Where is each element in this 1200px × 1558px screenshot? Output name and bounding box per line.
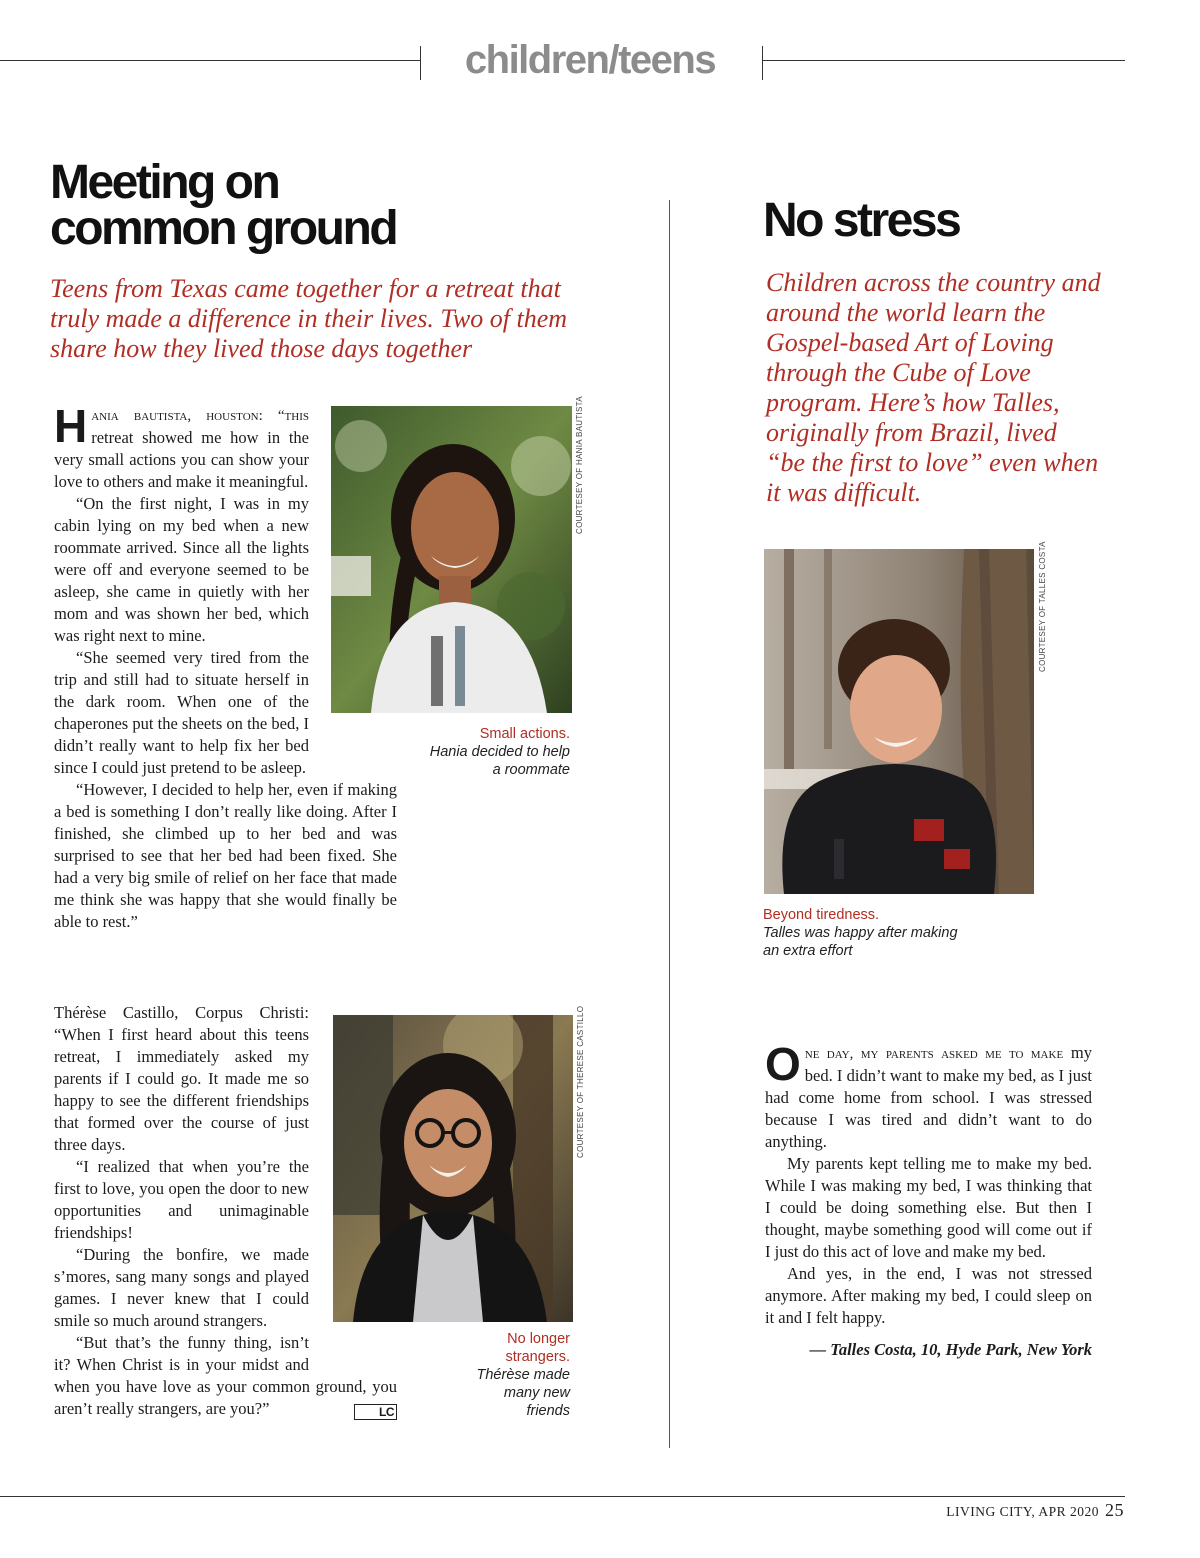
header-tick-left	[420, 46, 421, 80]
lc-end-mark: LC	[354, 1404, 397, 1420]
therese-photo-image	[333, 1015, 573, 1322]
hania-caption-head: Small actions.	[479, 726, 570, 742]
talles-photo-image	[764, 549, 1034, 894]
therese-paragraph-4-text: “But that’s the funny thing, isn’t it? When Christ is in your midst and when you have love as your common ground, you aren’t really strangers, are you?”	[54, 1333, 397, 1418]
left-deck: Teens from Texas came together for a retreat that truly made a difference in their lives. Two of them share how they lived those days together	[50, 274, 568, 363]
talles-lead-rest: my bed. I didn’t want to make my bed, as I just had come home from school. I was stressed because I was tired and didn’t want to do anything.	[765, 1043, 1092, 1151]
therese-caption-head: No longer strangers.	[505, 1331, 570, 1365]
talles-caption-head: Beyond tiredness.	[763, 907, 880, 923]
therese-photo	[333, 1015, 573, 1322]
publication-name: LIVING CITY, APR 2020	[946, 1504, 1099, 1519]
talles-dropcap: O	[765, 1038, 801, 1090]
page-footer	[946, 1500, 1124, 1521]
hania-paragraph-4: “However, I decided to help her, even if making a bed is something I don’t really like doing. After I finished, she climbed up to her bed and was surprised to see that her bed had been fixed. She had a very big smile of relief on her face that made me think she was happy that she would finally be able to rest.”	[54, 780, 397, 931]
hania-dropcap: H	[54, 400, 88, 452]
right-headline: No stress	[763, 194, 960, 247]
talles-caption-body: Talles was happy after making an extra effort	[763, 925, 958, 959]
talles-paragraph-2: My parents kept telling me to make my bed. While I was making my bed, I was thinking that I could be doing something else. But then I thought, maybe something good will come out if I just do this act of love and make my bed.	[765, 1154, 1092, 1261]
therese-caption-body: Thérèse made many new friends	[476, 1367, 570, 1419]
footer-rule	[0, 1496, 1125, 1497]
therese-paragraph-3: “During the bonfire, we made s’mores, sang many songs and played games. I never knew that I could smile so much around strangers.	[54, 1245, 309, 1330]
hania-photo-image	[331, 406, 572, 713]
therese-paragraph-1: Thérèse Castillo, Corpus Christi: “When I first heard about this teens retreat, I immediately asked my parents if I could go. It made me so happy to see the different friendships that formed over the course of just three days.	[54, 1003, 309, 1154]
left-headline-line1: Meeting on	[50, 156, 279, 209]
hania-photo-caption	[420, 725, 570, 779]
therese-photo-credit: COURTESEY OF THERESE CASTILLO	[576, 1005, 585, 1158]
talles-story	[765, 1038, 1092, 1361]
therese-paragraph-2: “I realized that when you’re the first to love, you open the door to new opportunities and unimaginable friendships!	[54, 1157, 309, 1242]
left-headline	[50, 156, 397, 255]
talles-signature: — Talles Costa, 10, Hyde Park, New York	[809, 1340, 1092, 1359]
hania-lead-caps: ania bautista, houston: “this	[91, 408, 309, 424]
talles-photo	[764, 549, 1034, 894]
hania-photo-credit: COURTESEY OF HANIA BAUTISTA	[575, 396, 584, 534]
hania-caption-body: Hania decided to help a roommate	[429, 744, 570, 778]
column-divider	[669, 200, 670, 1448]
hania-lead-rest: retreat showed me how in the very small actions you can show your love to others and make it meaningful.	[54, 428, 309, 491]
therese-photo-caption	[460, 1330, 570, 1420]
right-deck: Children across the country and around the world learn the Gospel-based Art of Loving through the Cube of Love program. Here’s how Talles, originally from Brazil, lived “be the first to love” even when it was difficult.	[766, 268, 1101, 507]
talles-photo-caption	[763, 906, 963, 960]
header-rule-left	[0, 60, 420, 61]
talles-paragraph-1	[765, 1038, 1092, 1153]
hania-photo	[331, 406, 572, 713]
page-number: 25	[1105, 1500, 1124, 1520]
header-rule-right	[762, 60, 1125, 61]
talles-photo-credit: COURTESEY OF TALLES COSTA	[1038, 541, 1047, 672]
header-tick-right	[762, 46, 763, 80]
hania-paragraph-2: “On the first night, I was in my cabin lying on my bed when a new roommate arrived. Since all the lights were off and everyone seemed to be asleep, she came in quietly with her mom and was shown her bed, which was right next to mine.	[54, 494, 309, 645]
hania-paragraph-3: “She seemed very tired from the trip and still had to situate herself in the dark room. When one of the chaperones put the sheets on the bed, I didn’t really want to help fix her bed since I could just pretend to be asleep.	[54, 648, 309, 777]
talles-paragraph-3: And yes, in the end, I was not stressed anymore. After making my bed, I could sleep on it and I felt happy.	[765, 1264, 1092, 1327]
talles-lead-caps: ne day, my parents asked me to make	[804, 1046, 1064, 1062]
left-headline-line2: common ground	[50, 202, 397, 255]
section-label: children/teens	[464, 38, 716, 82]
